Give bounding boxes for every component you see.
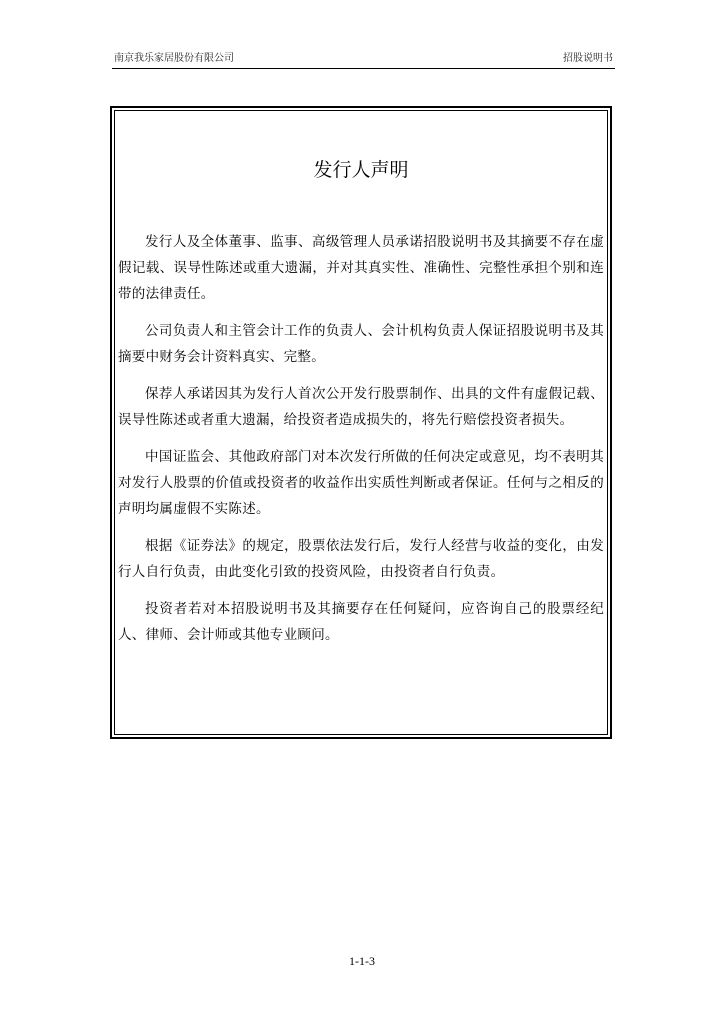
page-header — [112, 52, 615, 69]
header-company-name: 南京我乐家居股份有限公司 — [114, 53, 234, 64]
declaration-paragraph: 发行人及全体董事、监事、高级管理人员承诺招股说明书及其摘要不存在虚假记载、误导性陈述或重大遗漏，并对其真实性、准确性、完整性承担个别和连带的法律责任。 — [118, 234, 604, 302]
declaration-paragraph: 中国证监会、其他政府部门对本次发行所做的任何决定或意见，均不表明其对发行人股票的价值或投资者的收益作出实质性判断或者保证。任何与之相反的声明均属虚假不实陈述。 — [118, 449, 604, 517]
declaration-paragraph: 根据《证券法》的规定，股票依法发行后，发行人经营与收益的变化，由发行人自行负责，由此变化引致的投资风险，由投资者自行负责。 — [118, 538, 604, 580]
header-document-type: 招股说明书 — [563, 53, 613, 64]
declaration-paragraph: 公司负责人和主管会计工作的负责人、会计机构负责人保证招股说明书及其摘要中财务会计资料真实、完整。 — [118, 323, 604, 365]
declaration-paragraph: 保荐人承诺因其为发行人首次公开发行股票制作、出具的文件有虚假记载、误导性陈述或者重大遗漏，给投资者造成损失的，将先行赔偿投资者损失。 — [118, 386, 604, 428]
page-number: 1-1-3 — [349, 954, 375, 968]
declaration-title: 发行人声明 — [313, 159, 409, 181]
declaration-body — [118, 229, 604, 659]
declaration-paragraph: 投资者若对本招股说明书及其摘要存在任何疑问，应咨询自己的股票经纪人、律师、会计师或其他专业顾问。 — [118, 601, 604, 643]
